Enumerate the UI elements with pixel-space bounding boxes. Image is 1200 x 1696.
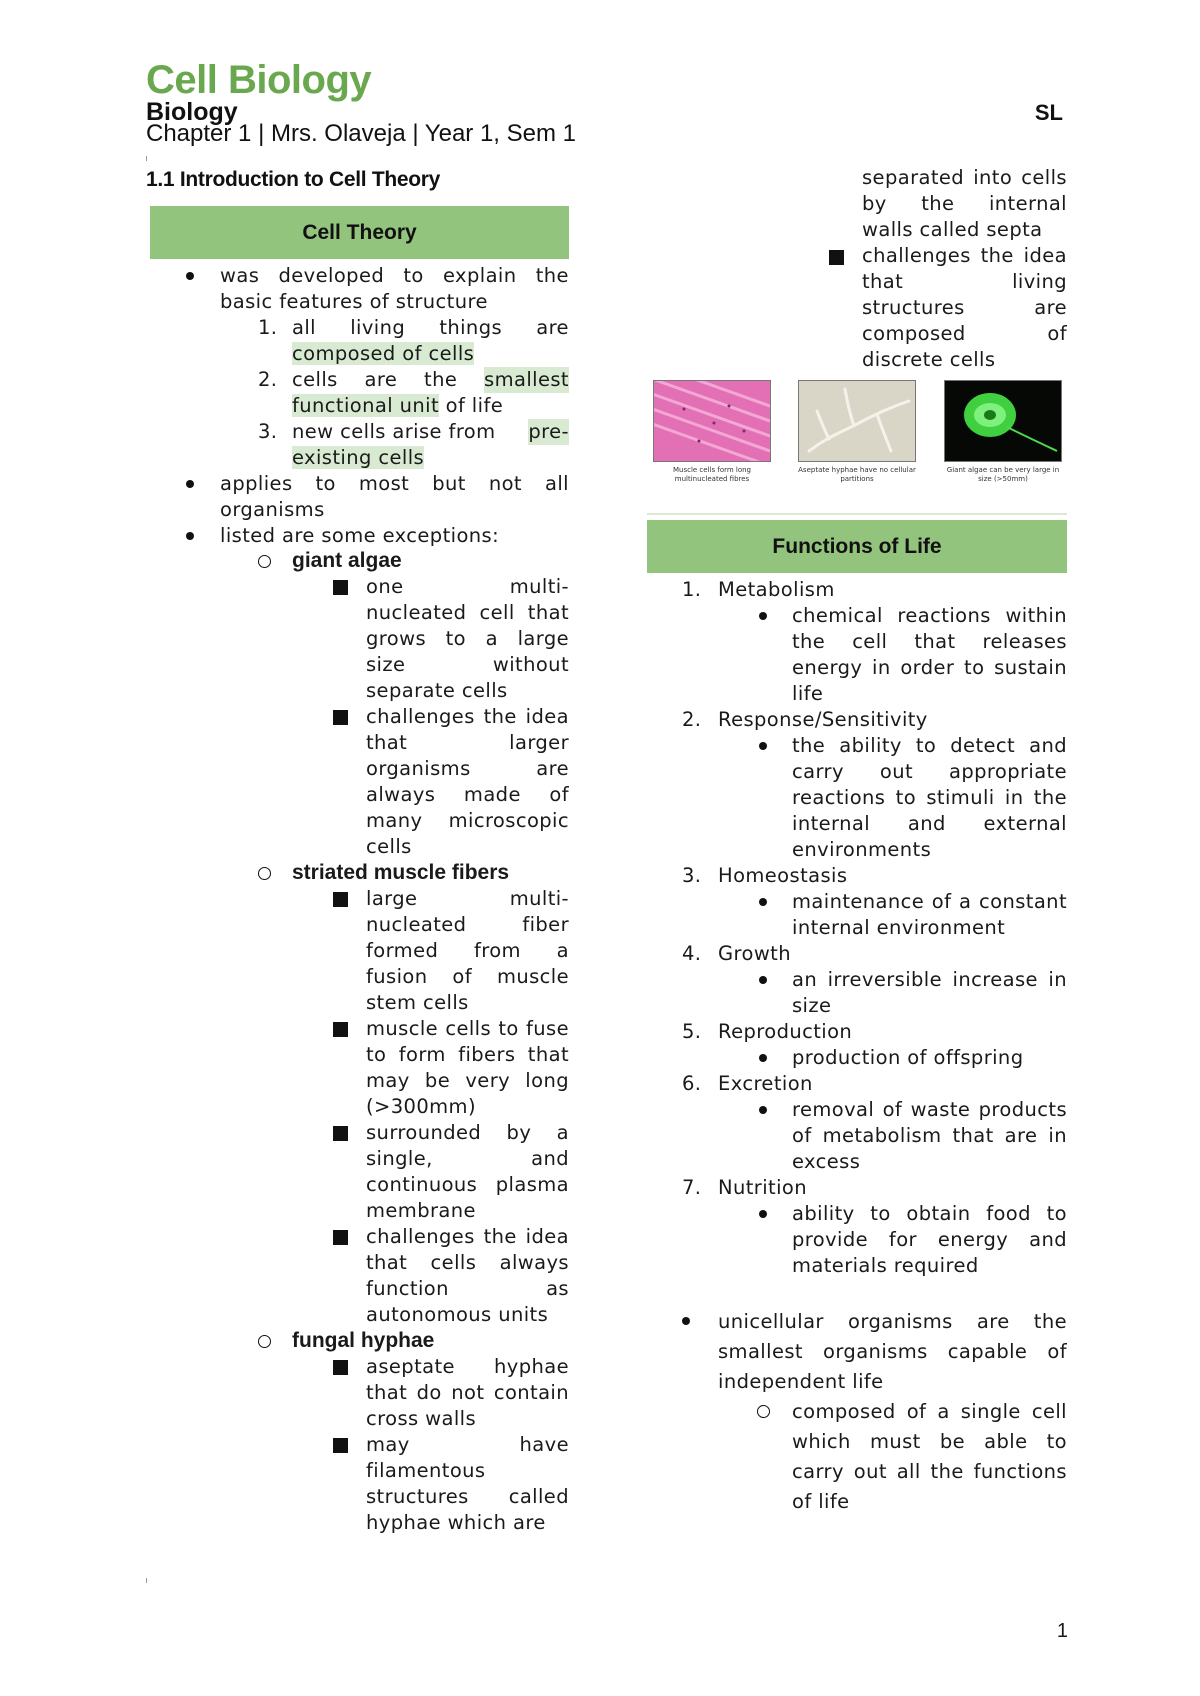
text-line [366,782,569,808]
text-line-content: autonomous units [366,1303,549,1326]
text-line-content: one multi- [366,575,569,598]
text-line-content: cells [366,835,412,858]
circle-bullet-icon [258,555,271,568]
function-number: 4. [682,942,702,965]
text-line-content: excess [792,1150,861,1173]
text-line-content: the cell that releases [792,630,1067,653]
text-line [862,217,1043,243]
text-line-content: production of offspring [792,1046,1024,1069]
text-line-content: formed from a [366,939,569,962]
cell-theory-heading: Cell Theory [150,206,569,259]
text-line-content: hyphae which are [366,1511,546,1534]
text-line [366,1146,569,1172]
tenet-3-line [292,445,424,471]
bullet-icon [759,976,767,984]
text-line-content: may be very long [366,1069,569,1092]
square-bullet-icon [333,1230,348,1245]
muscle-fiber-image [653,380,771,462]
document-title: Cell Biology [146,58,372,102]
function-number: 6. [682,1072,702,1095]
text-line-content: that living [862,270,1067,293]
text-line [718,1367,884,1397]
tenet-number: 3. [258,420,278,443]
text-line [792,1123,1067,1149]
bullet-icon [186,532,194,540]
highlight: smallest [484,368,569,391]
text-line [366,1432,569,1458]
text-line-content: organisms are [366,757,569,780]
square-bullet-icon [333,710,348,725]
text-line [792,1201,1067,1227]
text-line [792,837,931,863]
text-line [366,808,569,834]
text-line [366,652,569,678]
text-line-content: reactions to stimuli in the [792,786,1067,809]
text-line [366,1380,569,1406]
text-line-content: walls called septa [862,218,1043,241]
text-line [792,1149,860,1175]
text-line [862,347,995,373]
text-line-content: that cells always [366,1251,569,1274]
text-line [792,655,1067,681]
applies-line: organisms [220,498,325,521]
text-line [366,1172,569,1198]
text-line [792,1045,1023,1071]
text-line [366,1198,476,1224]
highlight: composed of cells [292,342,475,365]
text-line-content: size without [366,653,569,676]
text-line [792,1253,979,1279]
text-line-content: that do not contain [366,1381,569,1404]
bullet-icon [759,612,767,620]
text-line [792,603,1067,629]
muscle-fiber-picture [654,381,771,462]
function-number: 2. [682,708,702,731]
text-line-content: materials required [792,1254,979,1277]
square-bullet-icon [333,892,348,907]
function-number: 1. [682,578,702,601]
text-line [792,1487,850,1517]
square-bullet-icon [333,1438,348,1453]
text-line-content: (>300mm) [366,1095,476,1118]
text-line [366,730,569,756]
text-line-content: muscle cells to fuse [366,1017,569,1040]
margin-mark [146,1578,147,1583]
bullet-icon [759,742,767,750]
text-line-content: smallest organisms capable of [718,1340,1067,1363]
text-line-content: aseptate hyphae [366,1355,569,1378]
bullet-icon [759,1210,767,1218]
text-line [366,938,569,964]
highlight: functional unit [292,394,440,417]
text-line-content: carry out appropriate [792,760,1067,783]
margin-mark [146,156,147,161]
bullet-icon [186,272,194,280]
text-line [366,964,569,990]
text-line [366,1250,569,1276]
tenet-1-line: all living things are [292,316,569,339]
function-name: Reproduction [718,1020,853,1043]
text-line-content: structures called [366,1485,569,1508]
text-line-content: membrane [366,1199,476,1222]
text-line-content: to form fibers that [366,1043,569,1066]
tenet-number: 2. [258,368,278,391]
text-line-content: many microscopic [366,809,569,832]
text-line [792,759,1067,785]
text-line [366,704,569,730]
circle-bullet-icon [757,1405,770,1418]
text-line [366,1120,569,1146]
text-line-content: challenges the idea [862,244,1067,267]
function-name: Nutrition [718,1176,807,1199]
level-label: SL [1034,100,1063,125]
text-line [862,165,1067,191]
text-line [366,834,412,860]
text-line-content: unicellular organisms are the [718,1310,1067,1333]
text-line-content: challenges the idea [366,705,569,728]
tenet-number: 1. [258,316,278,339]
text-line-content: provide for energy and [792,1228,1067,1251]
text-line [366,1042,569,1068]
text-line-content: energy in order to sustain [792,656,1067,679]
section-title: 1.1 Introduction to Cell Theory [146,168,441,191]
text-line-content: ability to obtain food to [792,1202,1067,1225]
text-line-content: independent life [718,1370,884,1393]
text-line [862,191,1067,217]
text-line-content: grows to a large [366,627,569,650]
function-name: Excretion [718,1072,813,1095]
text-line [366,1302,548,1328]
bullet-icon [186,480,194,488]
text-line [366,1510,546,1536]
text-line [792,811,1067,837]
bullet-icon [759,1054,767,1062]
cell-theory-point-line: basic features of structure [220,290,488,313]
text-line [862,243,1067,269]
text-line [366,1406,476,1432]
text-line-content: that larger [366,731,569,754]
page-number: 1 [1056,1620,1068,1642]
text-line-content: an irreversible increase in [792,968,1067,991]
fungal-hyphae-picture [799,381,916,462]
text-line [366,756,569,782]
text-line-content: always made of [366,783,569,806]
text-line [792,733,1067,759]
text-line-content: separate cells [366,679,508,702]
text-line [366,1094,476,1120]
function-number: 7. [682,1176,702,1199]
circle-bullet-icon [258,1335,271,1348]
text-line-content: chemical reactions within [792,604,1067,627]
text-line [792,1397,1067,1427]
text-line [366,990,469,1016]
text-line-content: by the internal [862,192,1067,215]
bullet-icon [759,898,767,906]
text-line-content: internal environment [792,916,1006,939]
text-line-content: composed of a single cell [792,1400,1067,1423]
text-line [718,1307,1067,1337]
text-line [366,678,508,704]
text-line-content: carry out all the functions [792,1460,1067,1483]
text-line-content: the ability to detect and [792,734,1067,757]
text-line [862,295,1067,321]
text-line [366,886,569,912]
text-line-content: removal of waste products [792,1098,1067,1121]
text-line-content: which must be able to [792,1430,1067,1453]
tenet-2-line: functional unit of life [292,394,504,417]
fungal-hyphae-image [798,380,916,462]
applies-line: applies to most but not all [220,472,569,495]
giant-algae-image [944,380,1062,462]
text-line [366,1354,569,1380]
text-line-content: internal and external [792,812,1067,835]
text-line [366,600,569,626]
text-line [366,1068,569,1094]
text-line [366,1224,569,1250]
text-line [366,574,569,600]
subject-label: Biology [146,98,238,126]
text-line-content: life [792,682,824,705]
function-name: Metabolism [718,578,835,601]
text-line [792,1427,1067,1457]
figure-caption: Aseptate hyphae have no cellular partitions [798,466,916,483]
text-line-content: large multi- [366,887,569,910]
text-line [792,993,831,1019]
text-line-content: size [792,994,832,1017]
text-line-content: fusion of muscle [366,965,569,988]
function-name: Homeostasis [718,864,848,887]
giant-algae-title: giant algae [292,549,402,572]
text-line [862,321,1067,347]
text-line [792,629,1067,655]
text-line-content: nucleated cell that [366,601,569,624]
fungal-hyphae-title: fungal hyphae [292,1329,435,1352]
bullet-icon [759,1106,767,1114]
text-line-content: separated into cells [862,166,1067,189]
text-line-content: maintenance of a constant [792,890,1067,913]
tenet-2-line: cells are the smallest [292,368,569,391]
figure-caption: Muscle cells form long multinucleated fibres [672,466,752,483]
tenet-1-line [292,341,474,367]
function-number: 5. [682,1020,702,1043]
text-line [792,889,1067,915]
text-line-content: of metabolism that are in [792,1124,1067,1147]
square-bullet-icon [333,1126,348,1141]
text-line [366,1016,569,1042]
text-line-content: discrete cells [862,348,996,371]
giant-algae-picture [945,381,1062,462]
text-line-content: continuous plasma [366,1173,569,1196]
text-line [792,915,1005,941]
bullet-icon [682,1317,690,1325]
text-line-content: filamentous [366,1459,486,1482]
text-line [792,1097,1067,1123]
text-line [366,1484,569,1510]
divider [647,513,1067,515]
function-name: Response/Sensitivity [718,708,928,731]
highlight: existing cells [292,446,425,469]
text-line-content: challenges the idea [366,1225,569,1248]
text-line-content: structures are [862,296,1067,319]
square-bullet-icon [333,580,348,595]
exceptions-line: listed are some exceptions: [220,524,500,547]
text-line [718,1337,1067,1367]
text-line-content: environments [792,838,932,861]
circle-bullet-icon [258,867,271,880]
text-line-content: function as [366,1277,569,1300]
figure-caption: Giant algae can be very large in size (>50mm) [946,466,1060,483]
text-line [366,1276,569,1302]
text-line-content: may have [366,1433,569,1456]
text-line-content: cross walls [366,1407,477,1430]
square-bullet-icon [333,1022,348,1037]
square-bullet-icon [333,1360,348,1375]
text-line-content: nucleated fiber [366,913,569,936]
functions-of-life-heading: Functions of Life [647,520,1067,573]
function-number: 3. [682,864,702,887]
text-line [792,967,1067,993]
text-line [366,1458,569,1484]
tenet-3-line: new cells arise from pre- [292,420,569,443]
text-line [792,681,823,707]
text-line [792,785,1067,811]
text-line-content: composed of [862,322,1067,345]
text-line-content: surrounded by a [366,1121,569,1144]
text-line [366,912,569,938]
text-line [792,1227,1067,1253]
chapter-info: Chapter 1 | Mrs. Olaveja | Year 1, Sem 1 [146,120,577,147]
highlight: pre- [528,420,569,443]
striated-muscle-title: striated muscle fibers [292,861,510,884]
text-line [366,626,569,652]
function-name: Growth [718,942,791,965]
text-line-content: single, and [366,1147,569,1170]
text-line [862,269,1067,295]
cell-theory-point-line: was developed to explain the [220,264,569,287]
text-line-content: stem cells [366,991,469,1014]
square-bullet-icon [829,250,844,265]
text-line-content: of life [792,1490,850,1513]
text-line [792,1457,1067,1487]
